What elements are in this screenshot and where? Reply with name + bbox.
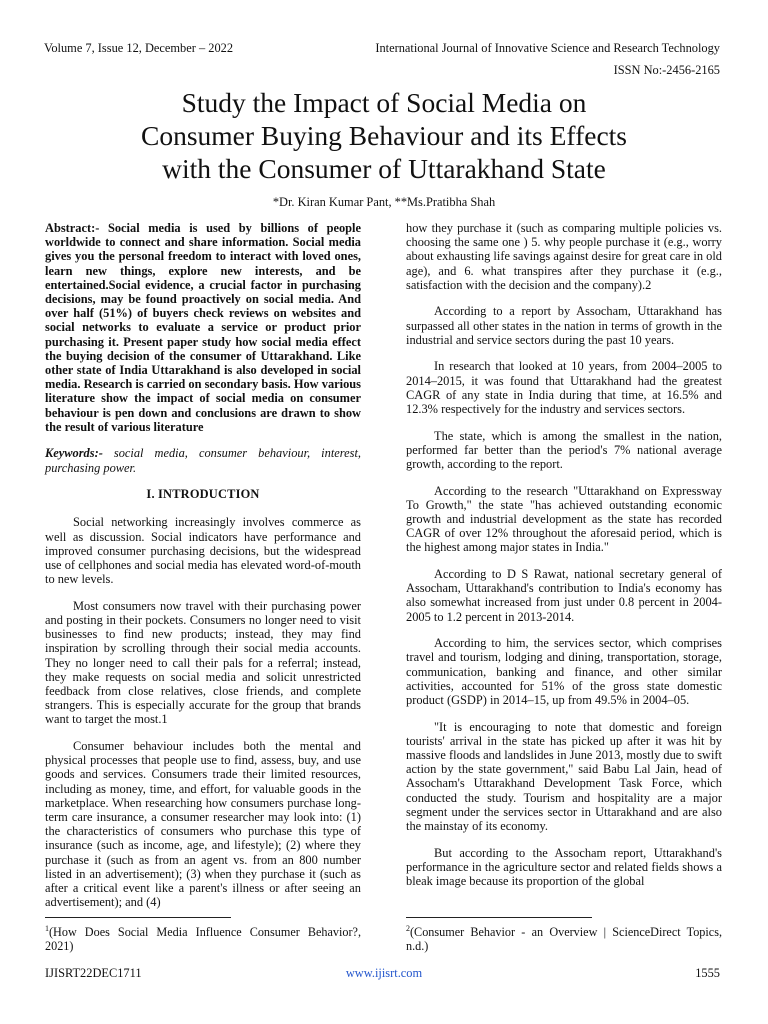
footnote-text: (How Does Social Media Influence Consumer Behavior?, 2021)	[45, 925, 361, 953]
title-line: Study the Impact of Social Media on	[181, 87, 587, 118]
abstract: Abstract:- Social media is used by billions of people worldwide to connect and share information. Social media gives you the personal freedom to interact with loved ones, learn new things, explore new interests, and be entertained.Social evidence, a crucial factor in purchasing decisions, may be found proactively on social media. And over half (51%) of buyers check reviews on websites and social networks to evaluate a service or product prior purchasing it. Present paper study how social media effect the buying decision of the consumer of Uttarakhand. Like other state of India Uttarakhand is also developed in social media. Research is carried on secondary basis. How various literature show the impact of social media on consumer behaviour is pen down and conclusions are drawn to show the result of various literature	[45, 221, 361, 434]
body-paragraph: Most consumers now travel with their purchasing power and posting in their pockets. Consumers no longer need to visit businesses to find new products; instead, they may find inspiration by scrolling through their social media accounts. They no longer need to call their pals for a referral; instead, they make requests on social media and solicit unrestricted feedback from close relatives, close friends, and complete strangers. This is especially accurate for the group that brands want to target the most.1	[45, 598, 361, 727]
body-paragraph: The state, which is among the smallest in the nation, performed far better than the period's 7% national average growth, according to the report.	[406, 428, 722, 472]
paper-title	[60, 86, 708, 185]
body-paragraph: According to the research "Uttarakhand on Expressway To Growth," the state "has achieved outstanding economic growth and industrial development as the state has recorded CAGR of over 12% throughout the aforesaid period, which is the highest among major states in India."	[406, 483, 722, 555]
journal-name: International Journal of Innovative Science and Research Technology	[375, 41, 720, 55]
volume-issue: Volume 7, Issue 12, December – 2022	[44, 41, 234, 55]
footnote-2	[406, 925, 722, 953]
authors: *Dr. Kiran Kumar Pant, **Ms.Pratibha Shah	[272, 195, 496, 209]
page-number: 1555	[695, 966, 720, 980]
footnote-divider	[45, 917, 231, 918]
title-line: Consumer Buying Behaviour and its Effects	[140, 120, 628, 151]
body-paragraph: But according to the Assocham report, Uttarakhand's performance in the agriculture sector and related fields shows a bleak image because its proportion of the global	[406, 845, 722, 889]
paper-id: IJISRT22DEC1711	[45, 966, 142, 980]
body-paragraph: Social networking increasingly involves commerce as well as discussion. Social indicators have performance and improved consumer purchasing decisions, but the widespread use of cellphones and social media has elevated word-of-mouth to new levels.	[45, 515, 361, 587]
body-paragraph: According to D S Rawat, national secretary general of Assocham, Uttarakhand's contribution to India's economy has also somewhat increased from just under 0.8 percent in 2004-2005 to 1.2 percent in 2013-2014.	[406, 567, 722, 624]
body-paragraph: "It is encouraging to note that domestic and foreign tourists' arrival in the state has picked up after it was hit by massive floods and landslides in June 2013, mostly due to swift action by the state government," said Babu Lal Jain, head of Assocham's Uttarakhand Development Task Force, which conducted the study. Tourism and hospitality are a major segment under the services sector in Uttarakhand and are also the mainstay of its economy.	[406, 719, 722, 834]
body-paragraph: According to a report by Assocham, Uttarakhand has surpassed all other states in the nation in terms of growth in the industrial and service sectors during the past 10 years.	[406, 304, 722, 347]
section-heading: I. INTRODUCTION	[146, 487, 260, 502]
footnote-mark: 1	[45, 924, 49, 933]
keywords	[45, 446, 361, 474]
footnote-text: (Consumer Behavior - an Overview | ScienceDirect Topics, n.d.)	[406, 925, 722, 953]
body-paragraph: how they purchase it (such as comparing multiple policies vs. choosing the same one ) 5. why people purchase it (e.g., worry about exhausting life savings against desire for great care in old age), and 6. what transpires after they purchase it (e.g., satisfaction with the decision and the company).2	[406, 221, 722, 292]
issn: ISSN No:-2456-2165	[613, 63, 720, 77]
body-paragraph: In research that looked at 10 years, from 2004–2005 to 2014–2015, it was found that Uttarakhand had the greatest CAGR of any state in India during that time, at 16.5% and 12.3% respectively for the industry and services sectors.	[406, 359, 722, 417]
footnote-divider	[406, 917, 592, 918]
title-line: with the Consumer of Uttarakhand State	[162, 153, 606, 184]
left-column	[45, 221, 361, 922]
keywords-label: Keywords:-	[45, 446, 103, 461]
journal-website-link[interactable]: www.ijisrt.com	[345, 966, 423, 980]
right-column	[406, 221, 722, 901]
body-paragraph: According to him, the services sector, which comprises travel and tourism, lodging and dining, transportation, storage, communication, banking and finance, and other similar activities, accounted for 51% of the gross state domestic product (GSDP) in 2014–15, up from 49.5% in 2004–05.	[406, 636, 722, 708]
body-paragraph: Consumer behaviour includes both the mental and physical processes that people use to find, assess, buy, and use goods and services. Consumers trade their limited resources, including as money, time, and effort, for valuable goods in the marketplace. When researching how consumers purchase long-term care insurance, a consumer researcher may look into: (1) the characteristics of consumers who purchase this type of insurance (such as income, age, and lifestyle); (2) where they purchase it (such as from an agent vs. from an 800 number listed in an advertisement); (3) when they purchase it (such as after a critical event like a parent's illness or after seeing an advertisement); and (4)	[45, 739, 361, 910]
footnote-1	[45, 925, 361, 953]
footnote-mark: 2	[406, 924, 410, 933]
keywords-text: social media, consumer behaviour, interest, purchasing power.	[45, 446, 361, 475]
